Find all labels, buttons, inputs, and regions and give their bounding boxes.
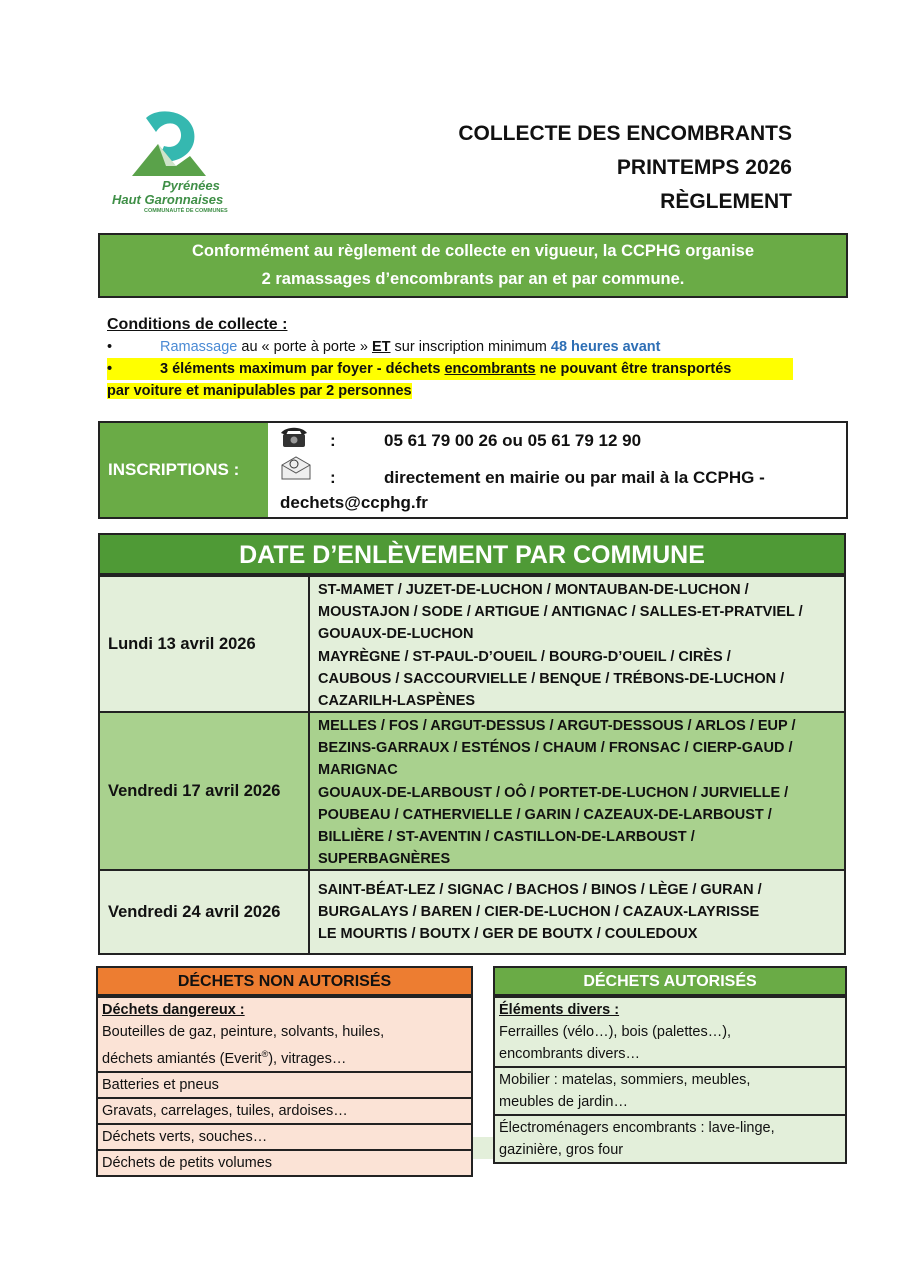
mail-line-1: directement en mairie ou par mail à la CCPHG -: [384, 468, 765, 487]
commune-line: MAYRÈGNE / ST-PAUL-D’OUEIL / BOURG-D’OUEIL / CIRÈS /: [318, 648, 731, 665]
condition-two-persons: par voiture et manipulables par 2 personnes: [107, 383, 412, 399]
bullet-icon: •: [107, 339, 113, 355]
mail-address[interactable]: dechets@ccphg.fr: [280, 493, 428, 512]
intro-line-1: Conformément au règlement de collecte en vigueur, la CCPHG organise: [191, 242, 755, 260]
date-row-3: [100, 869, 844, 953]
commune-line: MARIGNAC: [318, 762, 398, 779]
allowed-heading: DÉCHETS AUTORISÉS: [495, 968, 845, 996]
commune-line: SUPERBAGNÈRES: [318, 851, 451, 868]
commune-line: LE MOURTIS / BOUTX / GER DE BOUTX / COULEDOUX: [318, 926, 698, 943]
mountain-logo-icon: [128, 110, 208, 185]
date-communes: [310, 871, 844, 953]
allowed-furniture: [495, 1066, 845, 1114]
intro-box: [98, 233, 848, 298]
misc-label: Éléments divers :: [499, 1002, 620, 1018]
page-title: [458, 117, 792, 219]
envelope-icon: [280, 455, 312, 481]
condition-pickup-word: Ramassage: [160, 339, 238, 355]
condition-item-2: [107, 358, 797, 380]
date-day: Vendredi 17 avril 2026: [100, 713, 310, 869]
allowed-appliances: [495, 1114, 845, 1162]
date-communes: [310, 577, 844, 711]
condition-max-items: 3 éléments maximum par foyer - déchets: [160, 361, 445, 377]
dates-table: [98, 533, 846, 955]
commune-line: BILLIÈRE / ST-AVENTIN / CASTILLON-DE-LARBOUST /: [318, 829, 695, 846]
not-allowed-item: Batteries et pneus: [98, 1071, 471, 1097]
commune-line: MOUSTAJON / SODE / ARTIGUE / ANTIGNAC / SALLES-ET-PRATVIEL /: [318, 604, 803, 621]
not-allowed-item: Déchets de petits volumes: [98, 1149, 471, 1175]
commune-line: BEZINS-GARRAUX / ESTÉNOS / CHAUM / FRONSAC / CIERP-GAUD /: [318, 740, 793, 757]
conditions-section: [107, 316, 797, 402]
commune-line: GOUAUX-DE-LUCHON: [318, 626, 474, 643]
commune-line: CAUBOUS / SACCOURVIELLE / BENQUE / TRÉBONS-DE-LUCHON /: [318, 670, 785, 687]
phone-colon: :: [330, 431, 336, 450]
bullet-icon: •: [107, 361, 113, 377]
phone-numbers: 05 61 79 00 26 ou 05 61 79 12 90: [384, 431, 642, 450]
not-allowed-item: Déchets verts, souches…: [98, 1123, 471, 1149]
commune-line: SAINT-BÉAT-LEZ / SIGNAC / BACHOS / BINOS / LÈGE / GURAN /: [318, 882, 762, 898]
intro-line-2: 2 ramassages d’encombrants par an et par commune.: [261, 270, 685, 288]
ccphg-logo: [108, 110, 228, 218]
title-line-2: PRINTEMPS 2026: [616, 156, 792, 179]
appliances-line-2: gazinière, gros four: [499, 1142, 624, 1158]
registered-mark: ®: [261, 1049, 269, 1059]
conditions-heading: Conditions de collecte :: [107, 316, 288, 333]
logo-text-communaute: COMMUNAUTÉ DE COMMUNES: [144, 208, 228, 214]
dangerous-line-2b: ), vitrages…: [268, 1050, 347, 1067]
date-day: Vendredi 24 avril 2026: [100, 871, 310, 953]
inscriptions-box: [98, 421, 848, 519]
date-row-1: [100, 575, 844, 711]
date-row-2: [100, 711, 844, 869]
condition-item-2-cont: [107, 380, 797, 402]
allowed-misc: [495, 996, 845, 1066]
commune-line: ST-MAMET / JUZET-DE-LUCHON / MONTAUBAN-DE-LUCHON /: [318, 582, 749, 598]
date-day: Lundi 13 avril 2026: [100, 577, 310, 711]
not-allowed-dangerous: [98, 996, 471, 1071]
allowed-table: [493, 966, 847, 1164]
date-communes: [310, 713, 844, 869]
commune-line: POUBEAU / CATHERVIELLE / GARIN / CAZEAUX-DE-LARBOUST /: [318, 806, 772, 823]
logo-text-pyrenees: Pyrénées: [162, 178, 220, 193]
commune-line: GOUAUX-DE-LARBOUST / OÔ / PORTET-DE-LUCHON / JURVIELLE /: [318, 784, 789, 801]
commune-line: CAZARILH-LASPÈNES: [318, 693, 476, 710]
commune-line: BURGALAYS / BAREN / CIER-DE-LUCHON / CAZAUX-LAYRISSE: [318, 904, 760, 921]
title-line-1: COLLECTE DES ENCOMBRANTS: [458, 122, 792, 145]
condition-door-to-door: au « porte à porte »: [237, 339, 372, 355]
condition-registration: sur inscription minimum: [390, 339, 551, 355]
condition-transport: ne pouvant être transportés: [535, 361, 732, 377]
misc-line-2: encombrants divers…: [499, 1046, 641, 1062]
not-allowed-table: [96, 966, 473, 1177]
appliances-line-1: Électroménagers encombrants : lave-linge,: [499, 1120, 775, 1136]
inscriptions-label: INSCRIPTIONS :: [100, 423, 268, 517]
telephone-icon: [280, 425, 308, 449]
furniture-line-2: meubles de jardin…: [499, 1094, 628, 1110]
furniture-line-1: Mobilier : matelas, sommiers, meubles,: [499, 1072, 751, 1088]
dangerous-line-2: [102, 1043, 467, 1070]
dates-heading: DATE D’ENLÈVEMENT PAR COMMUNE: [100, 535, 844, 575]
commune-line: MELLES / FOS / ARGUT-DESSUS / ARGUT-DESSOUS / ARLOS / EUP /: [318, 718, 796, 734]
table-gap-fill: [473, 1137, 493, 1159]
dangerous-line-2a: déchets amiantés (Everit: [102, 1050, 262, 1067]
condition-et: ET: [372, 339, 391, 355]
dangerous-line-1: Bouteilles de gaz, peinture, solvants, huiles,: [102, 1024, 385, 1040]
condition-item-1: [107, 336, 797, 358]
not-allowed-item: Gravats, carrelages, tuiles, ardoises…: [98, 1097, 471, 1123]
misc-line-1: Ferrailles (vélo…), bois (palettes…),: [499, 1024, 732, 1040]
mail-colon: :: [330, 468, 336, 487]
not-allowed-heading: DÉCHETS NON AUTORISÉS: [98, 968, 471, 996]
title-line-3: RÈGLEMENT: [660, 190, 792, 213]
condition-bulky-word: encombrants: [444, 361, 536, 377]
condition-48h: 48 heures avant: [550, 339, 661, 355]
dangerous-label: Déchets dangereux :: [102, 1002, 245, 1018]
logo-text-haut-garonnaises: Haut Garonnaises: [112, 192, 224, 207]
